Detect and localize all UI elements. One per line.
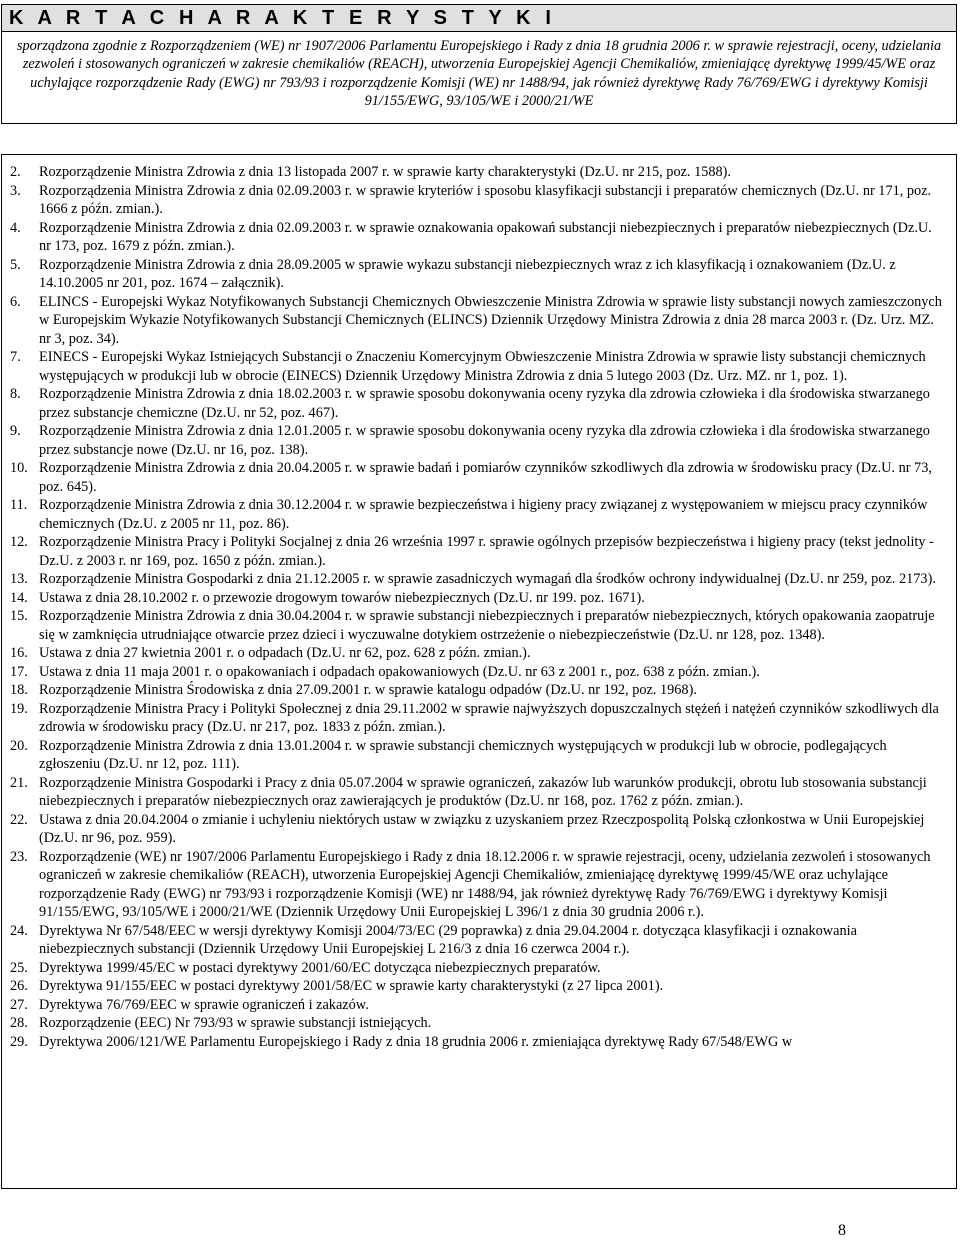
reference-item xyxy=(10,848,942,922)
reference-text: Rozporządzenie Ministra Pracy i Polityki Socjalnej z dnia 26 września 1997 r. sprawie ogólnych przepisów bezpieczeństwa i higieny pracy (tekst jednolity - Dz.U. z 2003 r. nr 169, poz. 1650 z późn. zmian.). xyxy=(39,534,934,569)
reference-number: 8. xyxy=(10,386,21,402)
reference-number: 27. xyxy=(10,996,28,1013)
reference-text: Dyrektywa 76/769/EEC w sprawie ograniczeń i zakazów. xyxy=(39,996,369,1013)
document-title: K A R T A C H A R A K T E R Y S T Y K I xyxy=(2,5,956,32)
page-number: 8 xyxy=(838,1222,846,1239)
reference-item xyxy=(10,644,942,663)
reference-number: 14. xyxy=(10,589,28,606)
reference-text: Rozporządzenie Ministra Zdrowia z dnia 30.12.2004 r. w sprawie bezpieczeństwa i higieny pracy związanej z występowaniem w miejscu pracy czynników chemicznych (Dz.U. z 2005 nr 11, poz. 86). xyxy=(39,497,928,532)
regulation-intro: sporządzona zgodnie z Rozporządzeniem (WE) nr 1907/2006 Parlamentu Europejskiego i Rady z dnia 18 grudnia 2006 r. w sprawie rejestracji, oceny, udzielania zezwoleń i stosowanych ograniczeń w zakresie chemikaliów (REACH), utworzenia Europejskiej Agencji Chemikaliów, zmieniającę dyrektywę 1999/45/WE oraz uchylające rozporządzenie Rady (EWG) nr 793/93 i rozporządzenie Komisji (WE) nr 1488/94, jak również dyrektywę Rady 76/769/EWG i dyrektywy Komisji 91/155/EWG, 93/105/WE i 2000/21/WE xyxy=(16,38,942,110)
reference-number: 16. xyxy=(10,645,28,661)
reference-text: Rozporządzenie Ministra Zdrowia z dnia 02.09.2003 r. w sprawie oznakowania opakowań substancji niebezpiecznych i preparatów niebezpiecznych (Dz.U. nr 173, poz. 1679 z późn. zmian.). xyxy=(39,219,932,254)
references-box xyxy=(1,154,957,1189)
reference-number: 10. xyxy=(10,460,28,476)
reference-number: 11. xyxy=(10,497,28,513)
reference-text: Rozporządzenie Ministra Zdrowia z dnia 12.01.2005 r. w sprawie sposobu dokonywania oceny ryzyka dla zdrowia człowieka i dla środowiska stwarzanego przez substancje nowe (Dz.U. nr 16, poz. 138). xyxy=(39,423,930,458)
reference-text: ELINCS - Europejski Wykaz Notyfikowanych Substancji Chemicznych Obwieszczenie Ministra Zdrowia w sprawie listy substancji nowych zamieszczonych w Europejskim Wykazie Notyfikowanych Substancji Chemicznych (ELINCS) Dziennik Urzędowy Ministra Zdrowia z dnia 28 marca 2003 r. (Dz. Urz. MZ. nr 3, poz. 34). xyxy=(39,293,942,347)
reference-item xyxy=(10,922,942,959)
reference-text: Dyrektywa 91/155/EEC w postaci dyrektywy 2001/58/EC w sprawie karty charakterystyki (z 27 lipca 2001). xyxy=(39,978,664,994)
reference-number: 21. xyxy=(10,774,28,791)
reference-item xyxy=(10,1014,942,1033)
reference-item xyxy=(10,293,942,349)
reference-text: Rozporządzenie Ministra Gospodarki z dnia 21.12.2005 r. w sprawie zasadniczych wymagań dla środków ochrony indywidualnej (Dz.U. nr 259, poz. 2173). xyxy=(39,571,936,587)
reference-text: Rozporządzenie Ministra Zdrowia z dnia 30.04.2004 r. w sprawie substancji niebezpiecznych i preparatów niebezpiecznych, których opakowania zaopatruje się w zamknięcia utrudniające otwarcie przez dzieci i wyczuwalne dotykiem ostrzeżenie o niebezpieczeństwie (Dz.U. nr 128, poz. 1348). xyxy=(39,608,935,643)
reference-item xyxy=(10,348,942,385)
reference-text: Rozporządzenie Ministra Pracy i Polityki Społecznej z dnia 29.11.2002 w sprawie najwyższych dopuszczalnych stężeń i natężeń czynników szkodliwych dla zdrowia w środowisku pracy (Dz.U. nr 217, poz. 1833 z późn. zmian.). xyxy=(39,700,939,735)
reference-item xyxy=(10,256,942,293)
reference-item xyxy=(10,607,942,644)
reference-text: Rozporządzenie Ministra Zdrowia z dnia 28.09.2005 w sprawie wykazu substancji niebezpiecznych wraz z ich klasyfikacją i oznakowaniem (Dz.U. z 14.10.2005 nr 201, poz. 1674 – załącznik). xyxy=(39,256,896,291)
reference-text: Rozporządzenia Ministra Zdrowia z dnia 02.09.2003 r. w sprawie kryteriów i sposobu klasyfikacji substancji i preparatów chemicznych (Dz.U. nr 171, poz. 1666 z późn. zmian.). xyxy=(39,182,932,217)
reference-text: Rozporządzenie Ministra Zdrowia z dnia 20.04.2005 r. w sprawie badań i pomiarów czynników szkodliwych dla zdrowia w środowisku pracy (Dz.U. nr 73, poz. 645). xyxy=(39,460,932,495)
reference-number: 22. xyxy=(10,811,28,828)
reference-item xyxy=(10,977,942,996)
reference-number: 28. xyxy=(10,1015,28,1031)
reference-item xyxy=(10,774,942,811)
reference-item xyxy=(10,219,942,256)
reference-number: 18. xyxy=(10,682,28,698)
reference-text: Ustawa z dnia 27 kwietnia 2001 r. o odpadach (Dz.U. nr 62, poz. 628 z późn. zmian.). xyxy=(39,645,531,661)
reference-number: 17. xyxy=(10,663,28,680)
reference-text: Rozporządzenie (EEC) Nr 793/93 w sprawie substancji istniejących. xyxy=(39,1015,432,1031)
reference-number: 19. xyxy=(10,700,28,717)
reference-number: 4. xyxy=(10,219,21,236)
header-box xyxy=(1,4,957,124)
reference-item xyxy=(10,385,942,422)
reference-text: Ustawa z dnia 28.10.2002 r. o przewozie drogowym towarów niebezpiecznych (Dz.U. nr 199. poz. 1671). xyxy=(39,589,645,606)
reference-number: 23. xyxy=(10,848,28,865)
reference-item xyxy=(10,570,942,589)
reference-text: Rozporządzenie Ministra Gospodarki i Pracy z dnia 05.07.2004 w sprawie ograniczeń, zakazów lub warunków produkcji, obrotu lub stosowania substancji niebezpiecznych i preparatów niebezpiecznych oraz zawierających je produktów (Dz.U. nr 168, poz. 1762 z późn. zmian.). xyxy=(39,774,927,809)
reference-number: 5. xyxy=(10,256,21,273)
reference-item xyxy=(10,996,942,1015)
reference-number: 6. xyxy=(10,293,21,310)
reference-item xyxy=(10,959,942,978)
reference-text: Ustawa z dnia 20.04.2004 o zmianie i uchyleniu niektórych ustaw w związku z uzyskaniem przez Rzeczpospolitą Polską członkostwa w Unii Europejskiej (Dz.U. nr 96, poz. 959). xyxy=(39,811,925,846)
reference-number: 13. xyxy=(10,571,28,587)
reference-number: 9. xyxy=(10,423,21,439)
reference-text: Rozporządzenie Ministra Środowiska z dnia 27.09.2001 r. w sprawie katalogu odpadów (Dz.U. nr 192, poz. 1968). xyxy=(39,682,697,698)
reference-item xyxy=(10,663,942,682)
reference-item xyxy=(10,1033,942,1052)
reference-text: Rozporządzenie Ministra Zdrowia z dnia 13.01.2004 r. w sprawie substancji chemicznych występujących w produkcji lub w obrocie, podlegających zgłoszeniu (Dz.U. nr 12, poz. 111). xyxy=(39,737,887,772)
reference-number: 29. xyxy=(10,1033,28,1050)
reference-item xyxy=(10,182,942,219)
reference-number: 15. xyxy=(10,608,28,624)
reference-text: Dyrektywa 1999/45/EC w postaci dyrektywy 2001/60/EC dotycząca niebezpiecznych preparatów. xyxy=(39,959,601,976)
reference-text: Rozporządzenie Ministra Zdrowia z dnia 13 listopada 2007 r. w sprawie karty charakterystyki (Dz.U. nr 215, poz. 1588). xyxy=(39,164,732,180)
reference-text: Ustawa z dnia 11 maja 2001 r. o opakowaniach i odpadach opakowaniowych (Dz.U. nr 63 z 2001 r., poz. 638 z późn. zmian.). xyxy=(39,663,760,680)
reference-item xyxy=(10,533,942,570)
reference-text: Rozporządzenie (WE) nr 1907/2006 Parlamentu Europejskiego i Rady z dnia 18.12.2006 r. w sprawie rejestracji, oceny, udzielania zezwoleń i stosowanych ograniczeń w zakresie chemikaliów (REACH), utworzenia Europejskiej Agencji Chemikaliów, zmieniającę dyrektywę 1999/45/WE oraz uchylające rozporządzenie Rady (EWG) nr 793/93 i rozporządzenie Komisji (WE) nr 1488/94, jak również dyrektywę Rady 76/769/EWG i dyrektywy Komisji 91/155/EWG, 93/105/WE i 2000/21/WE (Dziennik Urzędowy Unii Europejskiej L 396/1 z dnia 30 grudnia 2006 r.). xyxy=(39,848,931,920)
reference-text: Dyrektywa 2006/121/WE Parlamentu Europejskiego i Rady z dnia 18 grudnia 2006 r. zmieniająca dyrektywę Rady 67/548/EWG w xyxy=(39,1033,793,1050)
reference-number: 20. xyxy=(10,737,28,754)
reference-item xyxy=(10,700,942,737)
reference-text: Rozporządzenie Ministra Zdrowia z dnia 18.02.2003 r. w sprawie sposobu dokonywania oceny ryzyka dla zdrowia człowieka i dla środowiska stwarzanego przez substancje chemiczne (Dz.U. nr 52, poz. 467). xyxy=(39,386,930,421)
reference-text: EINECS - Europejski Wykaz Istniejących Substancji o Znaczeniu Komercyjnym Obwieszczenie Ministra Zdrowia w sprawie listy substancji chemicznych występujących w produkcji lub w obrocie (EINECS) Dziennik Urzędowy Ministra Zdrowia z dnia 5 lutego 2003 (Dz. Urz. MZ. nr 1, poz. 1). xyxy=(39,349,926,384)
reference-item xyxy=(10,811,942,848)
reference-item xyxy=(10,422,942,459)
reference-number: 2. xyxy=(10,164,21,180)
reference-item xyxy=(10,496,942,533)
reference-item xyxy=(10,737,942,774)
reference-item xyxy=(10,459,942,496)
reference-number: 25. xyxy=(10,959,28,976)
reference-number: 3. xyxy=(10,182,21,199)
reference-number: 24. xyxy=(10,922,28,939)
reference-number: 7. xyxy=(10,349,21,365)
reference-number: 12. xyxy=(10,534,28,550)
reference-item xyxy=(10,163,942,182)
reference-item xyxy=(10,589,942,608)
reference-text: Dyrektywa Nr 67/548/EEC w wersji dyrektywy Komisji 2004/73/EC (29 poprawka) z dnia 29.04.2004 r. dotycząca klasyfikacji i oznakowania niebezpiecznych substancji (Dziennik Urzędowy Unii Europejskiej L 216/3 z dnia 16 czerwca 2004 r.). xyxy=(39,922,857,957)
reference-item xyxy=(10,681,942,700)
references-list xyxy=(2,155,956,1051)
reference-number: 26. xyxy=(10,978,28,994)
